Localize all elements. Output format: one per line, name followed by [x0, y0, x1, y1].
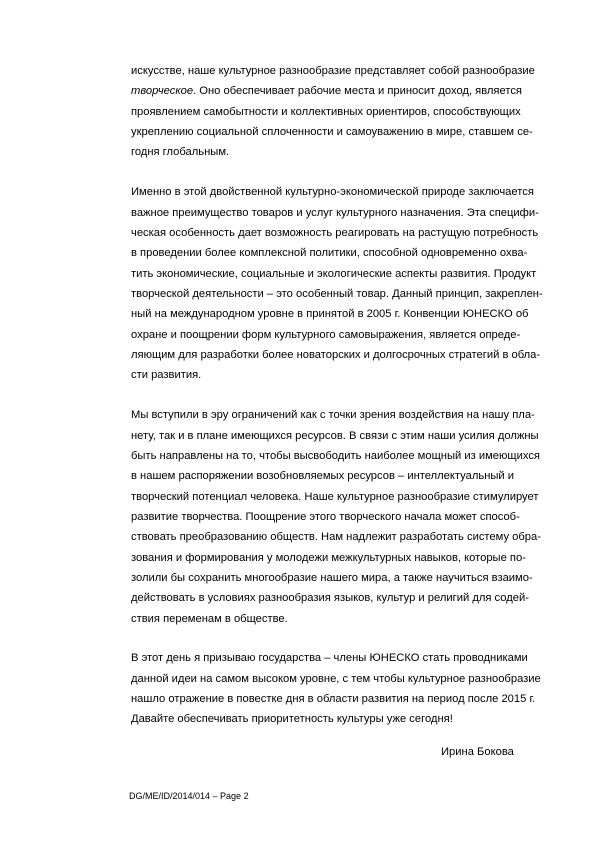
- page-footer: DG/ME/ID/2014/014 – Page 2: [129, 791, 249, 801]
- paragraph-4: [131, 648, 541, 729]
- emphasis-word: творческое: [131, 85, 194, 98]
- text-line: нашло отражение в повестке дня в области развития на период после 2015 г.: [131, 693, 536, 706]
- text-line: зования и формирования у молодежи межкультурных навыков, которые по-: [131, 551, 526, 564]
- text-line: Давайте обеспечивать приоритетность культуры уже сегодня!: [131, 713, 453, 726]
- text-line: действовать в условиях разнообразия языков, культур и религий для содей-: [131, 592, 529, 605]
- text-line: Именно в этой двойственной культурно-экономической природе заключается: [131, 186, 534, 199]
- text-line: тить экономические, социальные и экологические аспекты развития. Продукт: [131, 267, 537, 280]
- signature: Ирина Бокова: [441, 746, 514, 758]
- text-line: ный на международном уровне в принятой в 2005 г. Конвенции ЮНЕСКО об: [131, 308, 529, 321]
- text-line: В этот день я призываю государства – члены ЮНЕСКО стать проводниками: [131, 652, 528, 665]
- text-line: ческая особенность дает возможность реагировать на растущую потребность: [131, 226, 539, 239]
- text-line: нету, так и в плане имеющихся ресурсов. В связи с этим наши усилия должны: [131, 429, 539, 442]
- paragraph-1: [131, 61, 535, 163]
- text-line: творческой деятельности – это особенный товар. Данный принцип, закреплен-: [131, 287, 543, 300]
- text-line: ствия переменам в обществе.: [131, 612, 288, 625]
- text-line: укреплению социальной сплоченности и самоуважению в мире, ставшем се-: [131, 126, 533, 139]
- text-line: творческий потенциал человека. Наше культурное разнообразие стимулирует: [131, 490, 539, 503]
- text-line: в проведении более комплексной политики, способной одновременно охва-: [131, 247, 528, 260]
- text-line: ляющим для разработки более новаторских и долгосрочных стратегий в обла-: [131, 348, 541, 361]
- text-line: сти развития.: [131, 369, 202, 382]
- text-line: годня глобальным.: [131, 146, 230, 159]
- text-line: искусстве, наше культурное разнообразие представляет собой разнообразие: [131, 65, 535, 77]
- text-line: золили бы сохранить многообразие нашего мира, а также научиться взаимо-: [131, 571, 533, 584]
- text-line: ствовать преобразованию обществ. Нам надлежит разработать систему обра-: [131, 531, 541, 544]
- text-line: охране и поощрении форм культурного самовыражения, является опреде-: [131, 328, 521, 341]
- text-line: проявлением самобытности и коллективных ориентиров, способствующих: [131, 105, 521, 118]
- document-body: [131, 61, 543, 730]
- text-line: данной идеи на самом высоком уровне, с тем чтобы культурное разнообразие: [131, 672, 541, 685]
- text-line: важное преимущество товаров и услуг культурного назначения. Эта специфи-: [131, 206, 539, 219]
- text-line-rest: . Оно обеспечивает рабочие места и приносит доход, является: [193, 85, 522, 98]
- text-line: быть направлены на то, чтобы высвободить наиболее мощный из имеющихся: [131, 449, 540, 462]
- text-line: Мы вступили в эру ограничений как с точки зрения воздействия на нашу пла-: [131, 409, 535, 422]
- text-line: в нашем распоряжении возобновляемых ресурсов – интеллектуальный и: [131, 470, 515, 483]
- paragraph-3: [131, 405, 541, 629]
- paragraph-2: [131, 182, 543, 385]
- text-line: развитие творчества. Поощрение этого творческого начала может способ-: [131, 510, 520, 523]
- text-line-with-emphasis: [131, 81, 522, 101]
